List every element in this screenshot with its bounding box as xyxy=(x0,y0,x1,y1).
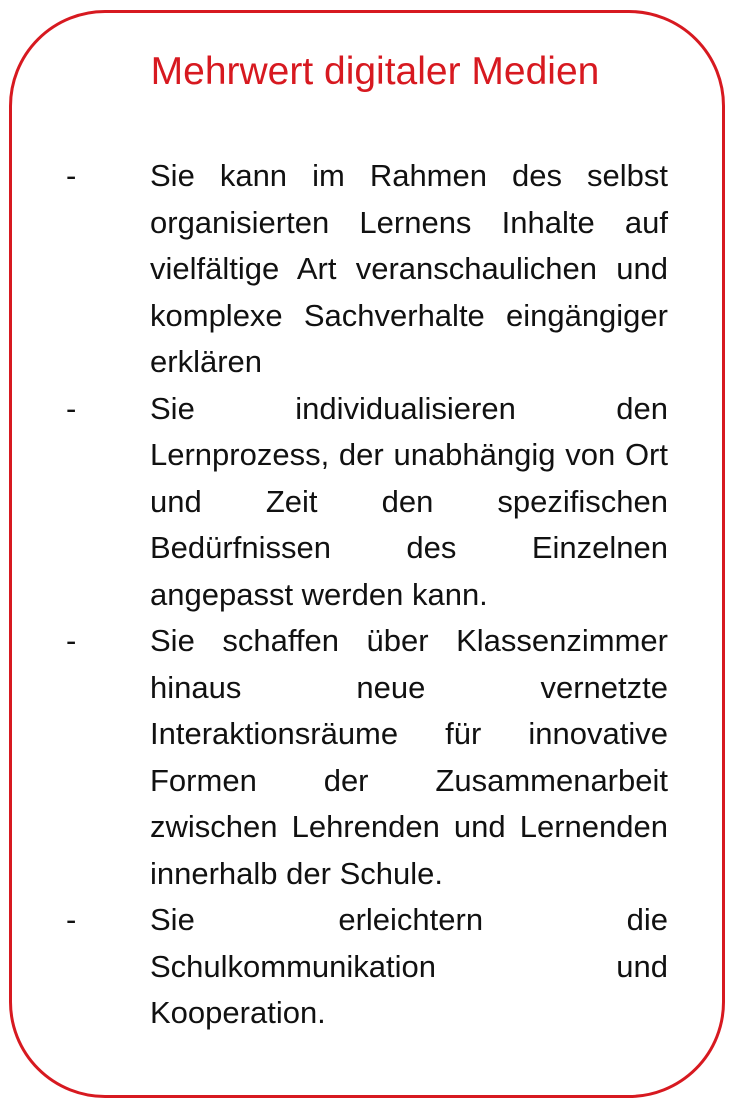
list-item xyxy=(0,618,750,897)
list-bullet: - xyxy=(66,390,77,426)
list-item xyxy=(0,153,750,386)
list-bullet: - xyxy=(66,902,77,937)
list-item-text: Sie erleichtern die Schulkommunikation und Kooperation. xyxy=(150,902,668,1030)
list-item xyxy=(0,897,750,1037)
list-bullet: - xyxy=(66,623,77,658)
card-title: Mehrwert digitaler Medien xyxy=(150,50,600,93)
list-item-text: Sie individualisieren den Lernprozess, der unabhängig von Ort und Zeit den spezifischen Bedürfnissen des Einzelnen angepasst werden kann. xyxy=(150,390,668,612)
list-item-text: Sie schaffen über Klassenzimmer hinaus neue vernetzte Interaktionsräume für innovative Formen der Zusammenarbeit zwischen Lehrenden und Lernenden innerhalb der Schule. xyxy=(150,623,668,891)
list-bullet: - xyxy=(66,158,77,193)
benefit-list xyxy=(0,153,750,1037)
list-item-text: Sie kann im Rahmen des selbst organisierten Lernens Inhalte auf vielfältige Art veranschaulichen und komplexe Sachverhalte eingängiger erklären xyxy=(150,158,668,379)
list-item xyxy=(0,386,750,619)
